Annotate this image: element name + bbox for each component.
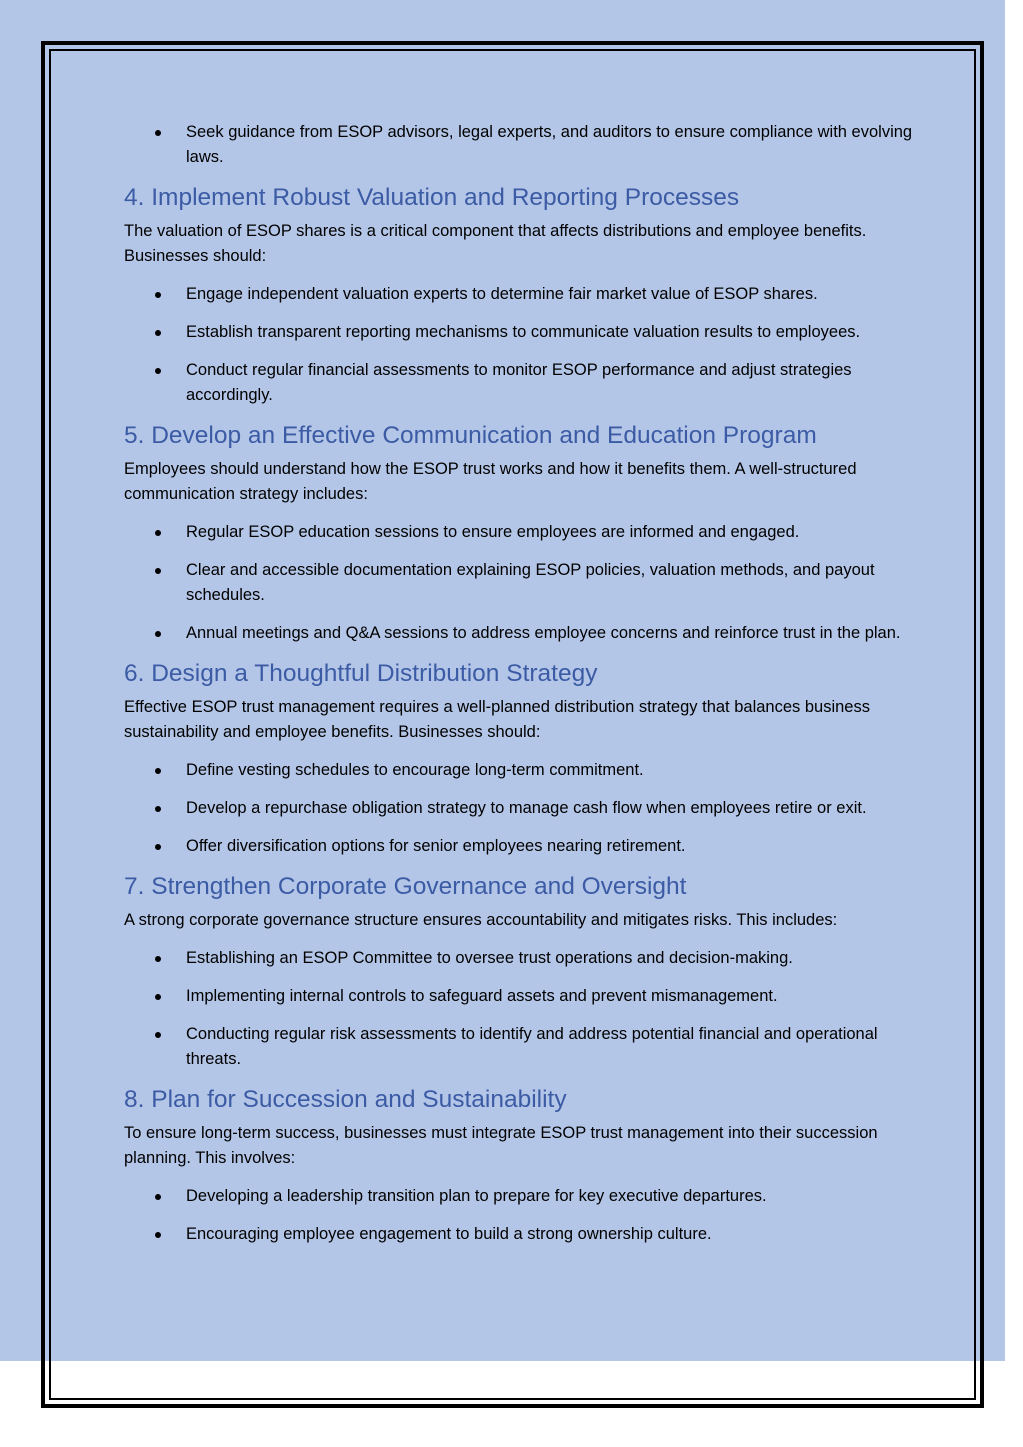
list-item (124, 520, 914, 545)
list-item (124, 984, 914, 1009)
bullet-icon (155, 130, 161, 136)
list-item (124, 120, 914, 170)
list-item-text: Encouraging employee engagement to build a strong ownership culture. (186, 1225, 712, 1243)
list-item-text: Establish transparent reporting mechanisms to communicate valuation results to employees. (186, 323, 861, 341)
section-paragraph: Effective ESOP trust management requires a well-planned distribution strategy that balances business sustainability and employee benefits. Businesses should: (124, 698, 870, 741)
list-item-text: Develop a repurchase obligation strategy to manage cash flow when employees retire or exit. (186, 799, 867, 817)
bullet-icon (155, 1194, 161, 1200)
section-bullet-list (124, 946, 914, 1072)
bullet-icon (155, 768, 161, 774)
bullet-icon (155, 994, 161, 1000)
bullet-icon (155, 530, 161, 536)
document-body (124, 120, 914, 1260)
list-item (124, 621, 914, 646)
list-item (124, 1022, 914, 1072)
bullet-icon (155, 292, 161, 298)
list-item-text: Regular ESOP education sessions to ensure employees are informed and engaged. (186, 523, 800, 541)
list-item-text: Define vesting schedules to encourage long-term commitment. (186, 761, 644, 779)
list-item (124, 1222, 914, 1247)
list-item (124, 1184, 914, 1209)
bullet-icon (155, 1232, 161, 1238)
list-item-text: Developing a leadership transition plan to prepare for key executive departures. (186, 1187, 767, 1205)
bullet-icon (155, 956, 161, 962)
section-bullet-list (124, 520, 914, 646)
section-paragraph: A strong corporate governance structure ensures accountability and mitigates risks. This includes: (124, 911, 838, 929)
list-item-text: Offer diversification options for senior employees nearing retirement. (186, 837, 686, 855)
list-item-text: Annual meetings and Q&A sessions to address employee concerns and reinforce trust in the plan. (186, 624, 901, 642)
list-item-text: Seek guidance from ESOP advisors, legal experts, and auditors to ensure compliance with evolving laws. (186, 123, 913, 166)
bullet-icon (155, 631, 161, 637)
list-item (124, 358, 914, 408)
bullet-icon (155, 568, 161, 574)
section-bullet-list (124, 282, 914, 408)
section-heading-4: 4. Implement Robust Valuation and Reporting Processes (124, 184, 740, 211)
list-item-text: Establishing an ESOP Committee to oversee trust operations and decision-making. (186, 949, 793, 967)
intro-bullet-list (124, 120, 914, 170)
section-heading-8: 8. Plan for Succession and Sustainability (124, 1086, 567, 1113)
bullet-icon (155, 1032, 161, 1038)
section-bullet-list (124, 1184, 914, 1247)
section-heading-7: 7. Strengthen Corporate Governance and Oversight (124, 873, 687, 900)
bullet-icon (155, 330, 161, 336)
list-item (124, 796, 914, 821)
section-paragraph: To ensure long-term success, businesses must integrate ESOP trust management into their succession planning. This involves: (124, 1124, 878, 1167)
list-item (124, 946, 914, 971)
list-item-text: Clear and accessible documentation explaining ESOP policies, valuation methods, and payout schedules. (186, 561, 875, 604)
section-heading-6: 6. Design a Thoughtful Distribution Strategy (124, 660, 598, 687)
section-paragraph: The valuation of ESOP shares is a critical component that affects distributions and employee benefits. Businesses should: (124, 222, 867, 265)
list-item (124, 282, 914, 307)
list-item (124, 834, 914, 859)
section-paragraph: Employees should understand how the ESOP trust works and how it benefits them. A well-structured communication strategy includes: (124, 460, 857, 503)
list-item (124, 320, 914, 345)
bullet-icon (155, 844, 161, 850)
list-item-text: Implementing internal controls to safeguard assets and prevent mismanagement. (186, 987, 778, 1005)
bullet-icon (155, 368, 161, 374)
list-item-text: Conduct regular financial assessments to monitor ESOP performance and adjust strategies accordingly. (186, 361, 852, 404)
section-bullet-list (124, 758, 914, 859)
bullet-icon (155, 806, 161, 812)
list-item (124, 558, 914, 608)
list-item-text: Engage independent valuation experts to determine fair market value of ESOP shares. (186, 285, 818, 303)
section-heading-5: 5. Develop an Effective Communication and Education Program (124, 422, 817, 449)
list-item-text: Conducting regular risk assessments to identify and address potential financial and operational threats. (186, 1025, 878, 1068)
list-item (124, 758, 914, 783)
